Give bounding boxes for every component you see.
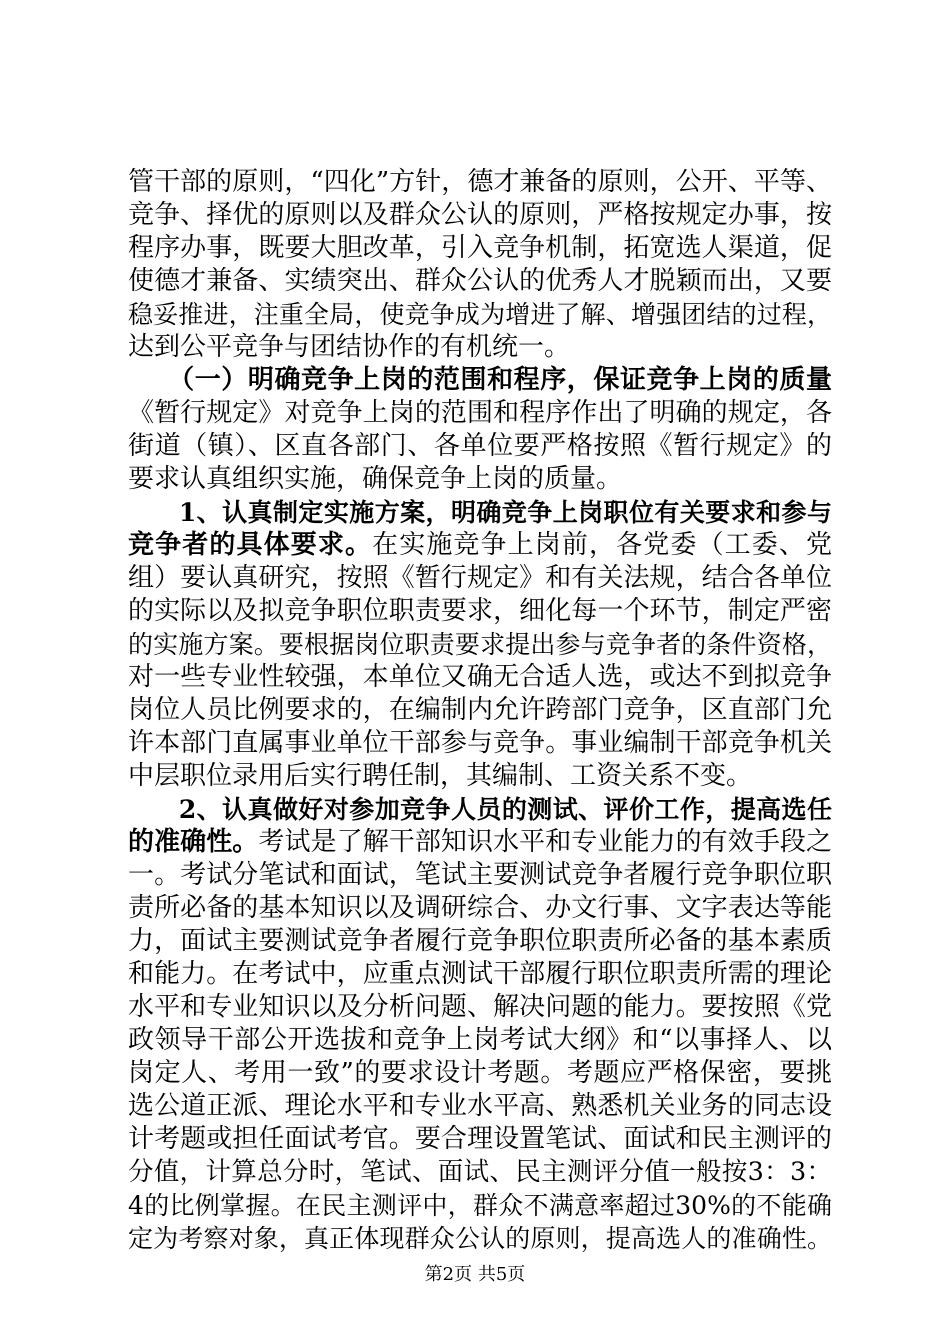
text-line: 达到公平竞争与团结协作的有机统一。 [128,332,571,362]
text-line: 街道（镇）、区直各部门、各单位要严格按照《暂行规定》的 [128,431,832,461]
text-line: 岗位人员比例要求的，在编制内允许跨部门竞争，区直部门允 [128,695,832,725]
text-line: 使德才兼备、实绩突出、群众公认的优秀人才脱颖而出，又要 [128,266,832,296]
text-line: 的实施方案。要根据岗位职责要求提出参与竞争者的条件资格， [128,630,832,659]
document-body [128,166,832,1255]
text-line: 力，面试主要测试竞争者履行竞争职位职责所必备的基本素质 [128,926,832,956]
text-line: 《暂行规定》对竞争上岗的范围和程序作出了明确的规定，各 [128,398,832,428]
text-line: 稳妥推进，注重全局，使竞争成为增进了解、增强团结的过程， [128,300,832,329]
text-line: 竞争、择优的原则以及群众公认的原则，严格按规定办事，按 [128,200,832,230]
text-line: 的准确性。考试是了解干部知识水平和专业能力的有效手段之 [128,827,832,857]
text-line: 要求认真组织实施，确保竞争上岗的质量。 [128,464,623,494]
text-line: 程序办事，既要大胆改革，引入竞争机制，拓宽选人渠道，促 [128,233,832,263]
text-line: 4的比例掌握。在民主测评中，群众不满意率超过30%的不能确 [128,1191,832,1220]
text-line: 竞争者的具体要求。在实施竞争上岗前，各党委（工委、党 [128,530,832,560]
subsection-heading: 2、认真做好对参加竞争人员的测试、评价工作，提高选任 [128,795,832,824]
text-line: 水平和专业知识以及分析问题、解决问题的能力。要按照《党 [128,992,832,1022]
text-line: 定为考察对象，真正体现群众公认的原则，提高选人的准确性。 [128,1224,832,1253]
text-line: 一。考试分笔试和面试，笔试主要测试竞争者履行竞争职位职 [128,860,832,890]
text-line: 许本部门直属事业单位干部参与竞争。事业编制干部竞争机关 [128,728,832,758]
section-heading: （一）明确竞争上岗的范围和程序，保证竞争上岗的质量 [128,365,832,395]
subsection-heading: 1、认真制定实施方案，明确竞争上岗职位有关要求和参与 [128,498,832,527]
text-line: 分值，计算总分时，笔试、面试、民主测评分值一般按3：3： [128,1157,832,1187]
text-line: 对一些专业性较强，本单位又确无合适人选，或达不到拟竞争 [128,662,832,692]
text-line: 中层职位录用后实行聘任制，其编制、工资关系不变。 [128,761,753,791]
text-line: 责所必备的基本知识以及调研综合、办文行事、文字表达等能 [128,893,832,923]
text-line: 计考题或担任面试考官。要合理设置笔试、面试和民主测评的 [128,1124,832,1154]
text-line: 组）要认真研究，按照《暂行规定》和有关法规，结合各单位 [128,563,832,593]
page-number: 第2页 共5页 [424,1264,526,1285]
text-line: 和能力。在考试中，应重点测试干部履行职位职责所需的理论 [128,959,832,989]
text-line: 的实际以及拟竞争职位职责要求，细化每一个环节，制定严密 [128,596,832,626]
text-line: 政领导干部公开选拔和竞争上岗考试大纲》和“以事择人、以 [128,1025,832,1055]
text-line: 管干部的原则，“四化”方针，德才兼备的原则，公开、平等、 [128,167,832,197]
text-line: 选公道正派、理论水平和专业水平高、熟悉机关业务的同志设 [128,1091,832,1121]
text-line: 岗定人、考用一致”的要求设计考题。考题应严格保密，要挑 [128,1058,832,1088]
